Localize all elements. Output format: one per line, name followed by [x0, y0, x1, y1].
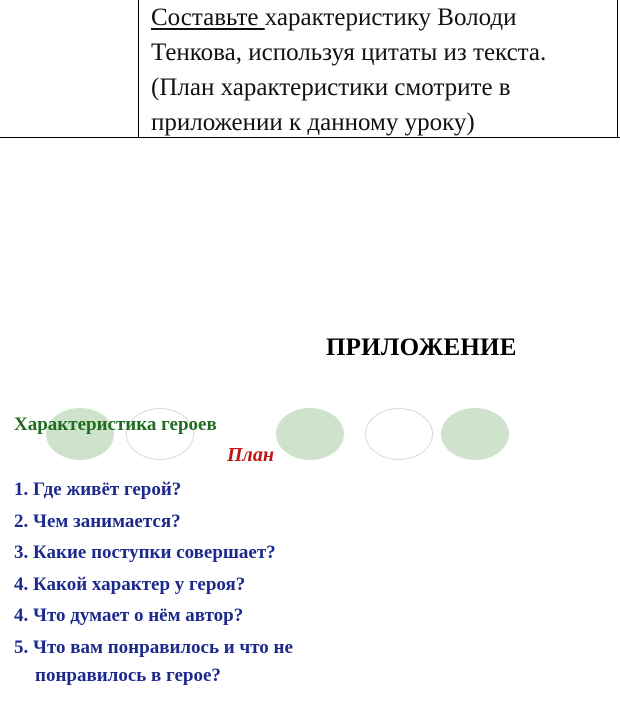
plan-item-text: 4. Какой характер у героя? — [14, 573, 246, 595]
task-line-3 — [151, 70, 613, 105]
decor-circle-filled — [441, 408, 509, 460]
plan-label: План — [227, 444, 274, 466]
plan-item-where-lives — [14, 474, 293, 506]
task-underlined-word: Составьте — [151, 4, 265, 31]
plan-item-text: 1. Где живёт герой? — [14, 479, 182, 500]
plan-item-text: 4. Что думает о нём автор? — [14, 605, 244, 626]
task-line-rest: (План характеристики смотрите в — [151, 74, 511, 101]
plan-item-text: 5. Что вам понравилось и что не — [14, 636, 293, 658]
plan-item-actions — [14, 537, 293, 569]
plan-item-author-opinion — [14, 600, 293, 632]
task-line-rest: приложении к данному уроку) — [151, 109, 475, 136]
task-line-rest: характеристику Володи — [264, 4, 517, 31]
slide-heading: Характеристика героев — [14, 414, 217, 435]
table-border-left — [138, 0, 139, 138]
task-table — [0, 0, 620, 138]
plan-item-continuation: понравилось в герое? — [35, 665, 221, 686]
plan-slide — [0, 400, 620, 700]
task-line-rest: Тенкова, используя цитаты из текста. — [151, 39, 547, 66]
decor-circle-filled — [276, 408, 344, 460]
plan-item-likes — [14, 632, 293, 690]
plan-item-text: 2. Чем занимается? — [14, 510, 181, 532]
plan-item-occupation — [14, 506, 293, 538]
task-line-4 — [151, 105, 613, 140]
plan-list — [14, 474, 293, 689]
task-line-2 — [151, 35, 613, 70]
table-border-right — [617, 0, 618, 138]
plan-item-character — [14, 569, 293, 601]
appendix-title: ПРИЛОЖЕНИЕ — [326, 334, 517, 361]
task-text — [151, 0, 613, 140]
decor-circle-outline — [365, 408, 433, 460]
plan-item-text: 3. Какие поступки совершает? — [14, 542, 276, 563]
task-line-1 — [151, 0, 613, 35]
